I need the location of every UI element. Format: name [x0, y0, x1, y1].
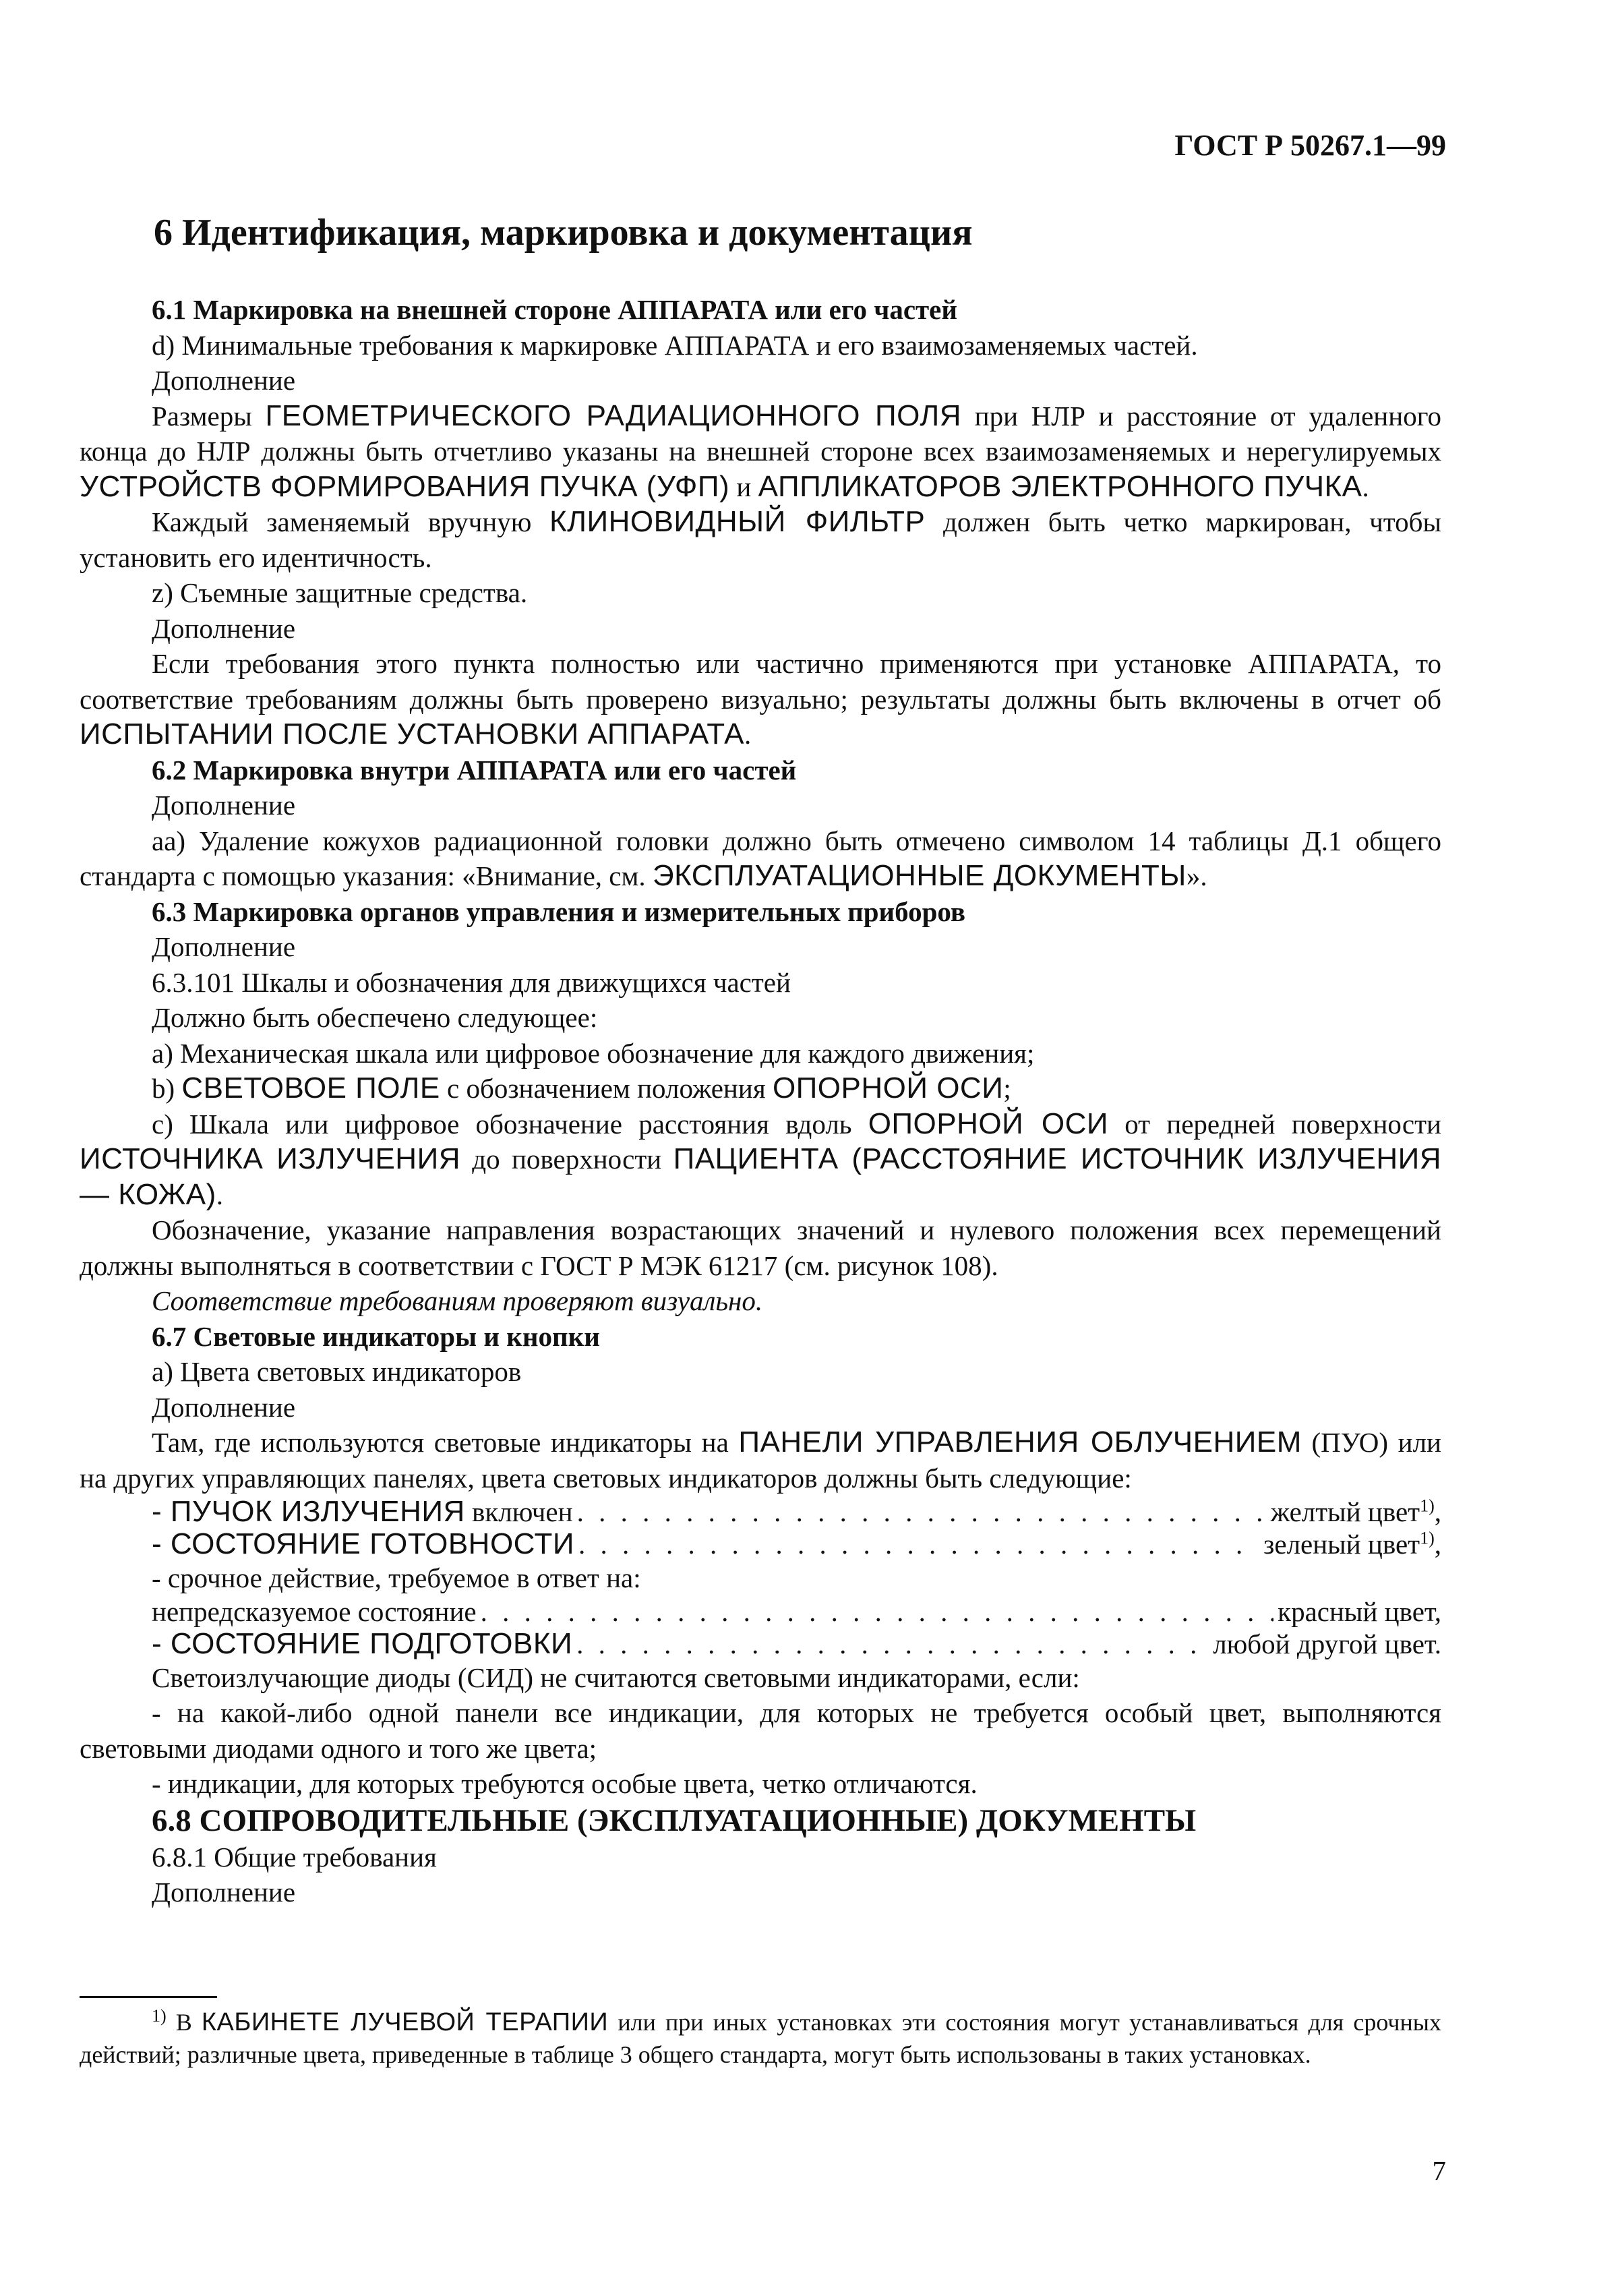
- paragraph-field-sizes: Размеры ГЕОМЕТРИЧЕСКОГО РАДИАЦИОННОГО ПОЛЯ при НЛР и расстояние от удаленного конца до НЛР должны быть отчетливо указаны на внешней стороне всех взаимозаменяемых и нерегулируемых УСТРОЙСТВ ФОРМИРОВАНИЯ ПУЧКА (УФП) и АППЛИКАТОРОВ ЭЛЕКТРОННОГО ПУЧКА.: [80, 399, 1441, 503]
- subsection-6-7-title: 6.7 Световые индикаторы и кнопки: [152, 1320, 600, 1352]
- item-a: а) Механическая шкала или цифровое обозначение для каждого движения;: [152, 1037, 1035, 1069]
- color-row-unexpected: непредсказуемое состояние . . . красный цвет,: [80, 1596, 1441, 1628]
- subsection-6-1-title: 6.1 Маркировка на внешней стороне АППАРАТА или его частей: [152, 294, 958, 325]
- subsection-6-2-title: 6.2 Маркировка внутри АППАРАТА или его частей: [152, 754, 797, 786]
- color-row-beam: - ПУЧОК ИЗЛУЧЕНИЯ включен . . . желтый цвет$^{1)}$,: [80, 1496, 1441, 1528]
- color-row-ready: - СОСТОЯНИЕ ГОТОВНОСТИ . . . зеленый цвет$^{1)}$,: [80, 1528, 1441, 1560]
- led-condition-1: - на какой-либо одной панели все индикации, для которых не требуется особый цвет, выполняются световыми диодами одного и того же цвета;: [80, 1697, 1441, 1764]
- subsection-6-8-title: 6.8 СОПРОВОДИТЕЛЬНЫЕ (ЭКСПЛУАТАЦИОННЫЕ) ДОКУМЕНТЫ: [152, 1802, 1197, 1838]
- item-b: b) СВЕТОВОЕ ПОЛЕ с обозначением положения ОПОРНОЙ ОСИ;: [152, 1071, 1011, 1105]
- led-condition-2: - индикации, для которых требуются особые цвета, четко отличаются.: [152, 1768, 978, 1799]
- paragraph-covers: аа) Удаление кожухов радиационной головки должно быть отмечено символом 14 таблицы Д.1 общего стандарта с помощью указания: «Внимание, см. ЭКСПЛУАТАЦИОННЫЕ ДОКУМЕНТЫ».: [80, 825, 1441, 892]
- addition-label: Дополнение: [152, 612, 296, 644]
- item-z: z) Съемные защитные средства.: [152, 577, 528, 608]
- item-d: d) Минимальные требования к маркировке АППАРАТА и его взаимозаменяемых частей.: [152, 329, 1198, 361]
- document-code: ГОСТ Р 50267.1—99: [1174, 129, 1446, 162]
- designation-paragraph: Обозначение, указание направления возрастающих значений и нулевого положения всех перемещений должны выполняться в соответствии с ГОСТ Р МЭК 61217 (см. рисунок 108).: [80, 1214, 1441, 1281]
- provide-text: Должно быть обеспечено следующее:: [152, 1002, 598, 1033]
- page-content: [80, 206, 1441, 1910]
- page-number: 7: [1432, 2155, 1446, 2186]
- item-c: с) Шкала или цифровое обозначение расстояния вдоль ОПОРНОЙ ОСИ от передней поверхности ИСТОЧНИКА ИЗЛУЧЕНИЯ до поверхности ПАЦИЕНТА (РАССТОЯНИЕ ИСТОЧНИК ИЗЛУЧЕНИЯ — КОЖА).: [80, 1107, 1441, 1211]
- clause-6-3-101: 6.3.101 Шкалы и обозначения для движущихся частей: [152, 966, 791, 998]
- addition-label: Дополнение: [152, 790, 296, 821]
- section-title: 6 Идентификация, маркировка и документация: [154, 212, 973, 254]
- addition-label: Дополнение: [152, 365, 296, 396]
- compliance-note: Соответствие требованиям проверяют визуально.: [152, 1285, 763, 1316]
- addition-label: Дополнение: [152, 931, 296, 962]
- color-row-preparation: - СОСТОЯНИЕ ПОДГОТОВКИ . . . любой другой цвет.: [80, 1628, 1441, 1660]
- item-a-colors: а) Цвета световых индикаторов: [152, 1356, 522, 1387]
- subsection-6-3-title: 6.3 Маркировка органов управления и измерительных приборов: [152, 895, 966, 927]
- led-paragraph: Светоизлучающие диоды (СИД) не считаются световыми индикаторами, если:: [152, 1661, 1080, 1693]
- addition-label: Дополнение: [152, 1391, 296, 1423]
- clause-6-8-1: 6.8.1 Общие требования: [152, 1841, 437, 1873]
- paragraph-wedge-filter: Каждый заменяемый вручную КЛИНОВИДНЫЙ ФИЛЬТР должен быть четко маркирован, чтобы установить его идентичность.: [80, 505, 1441, 573]
- footnote-divider: [80, 1996, 217, 1998]
- footnote-mark: 1): [152, 2006, 167, 2026]
- footnote: $^{1)}$ В КАБИНЕТЕ ЛУЧЕВОЙ ТЕРАПИИ или при иных установках эти состояния могут устанавливаться для срочных действий; различные цвета, приведенные в таблице 3 общего стандарта, могут быть использованы в таких установках.: [80, 2006, 1441, 2068]
- urgent-action-text: - срочное действие, требуемое в ответ на:: [152, 1562, 641, 1593]
- addition-label: Дополнение: [152, 1877, 296, 1908]
- paragraph-indicators: Там, где используются световые индикаторы на ПАНЕЛИ УПРАВЛЕНИЯ ОБЛУЧЕНИЕМ (ПУО) или на других управляющих панелях, цвета световых индикаторов должны быть следующие:: [80, 1425, 1441, 1494]
- paragraph-installation: Если требования этого пункта полностью или частично применяются при установке АППАРАТА, то соответствие требованиям должны быть проверено визуально; результаты должны быть включены в отчет об ИСПЫТАНИИ ПОСЛЕ УСТАНОВКИ АППАРАТА.: [80, 648, 1441, 750]
